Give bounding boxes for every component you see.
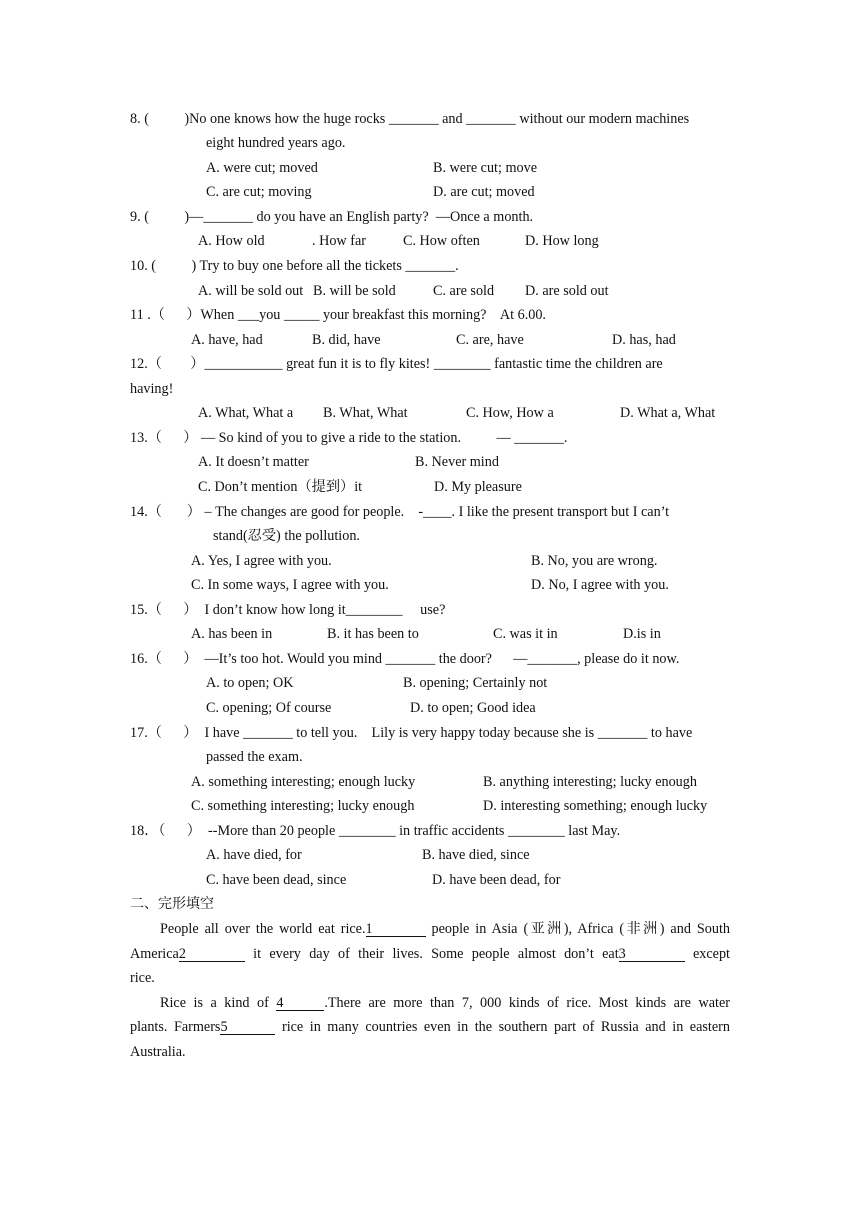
question-18-option-c: C. have been dead, since bbox=[206, 872, 347, 888]
question-10-option-c: C. are sold bbox=[433, 283, 495, 299]
question-13-option-d: D. My pleasure bbox=[434, 479, 522, 495]
passage-p2-line3: Australia. bbox=[130, 1044, 186, 1060]
question-15-option-b: B. it has been to bbox=[327, 626, 419, 642]
question-15-option-d: D.is in bbox=[623, 626, 661, 642]
question-17-option-a: A. something interesting; enough lucky bbox=[191, 774, 416, 790]
question-17-option-b: B. anything interesting; lucky enough bbox=[483, 774, 697, 790]
passage-p1-line2: America2 it every day of their lives. Some people almost don’t eat3 except bbox=[130, 946, 730, 962]
question-13-option-c: C. Don’t mention（提到）it bbox=[198, 479, 363, 495]
question-17-option-c: C. something interesting; lucky enough bbox=[191, 798, 415, 814]
question-16-option-d: D. to open; Good idea bbox=[410, 700, 536, 716]
question-16-option-a: A. to open; OK bbox=[206, 675, 294, 691]
cloze-blank-1[interactable]: 1 bbox=[366, 922, 426, 937]
question-18-option-b: B. have died, since bbox=[422, 847, 530, 863]
question-15-stem: 15.（ ） I don’t know how long it________ use? bbox=[130, 602, 446, 618]
passage-p1-line1: People all over the world eat rice.1 people in Asia (亚洲), Africa (非洲) and South bbox=[160, 921, 730, 937]
passage-p1-line3: rice. bbox=[130, 970, 155, 986]
question-13-option-a: A. It doesn’t matter bbox=[198, 454, 309, 470]
cloze-blank-4[interactable]: 4 bbox=[276, 996, 324, 1011]
question-14-option-c: C. In some ways, I agree with you. bbox=[191, 577, 389, 593]
question-17-stem-cont: passed the exam. bbox=[206, 749, 303, 765]
question-11-option-c: C. are, have bbox=[456, 332, 524, 348]
question-13-stem: 13.（ ） — So kind of you to give a ride to the station. — _______. bbox=[130, 430, 568, 446]
question-8-option-c: C. are cut; moving bbox=[206, 184, 312, 200]
question-13-option-b: B. Never mind bbox=[415, 454, 499, 470]
question-11-option-b: B. did, have bbox=[312, 332, 381, 348]
question-15-option-c: C. was it in bbox=[493, 626, 558, 642]
question-14-option-d: D. No, I agree with you. bbox=[531, 577, 669, 593]
question-10-stem: 10. ( ) Try to buy one before all the tickets _______. bbox=[130, 258, 459, 274]
question-8-option-a: A. were cut; moved bbox=[206, 160, 318, 176]
question-9-option-c: C. How often bbox=[403, 233, 480, 249]
question-15-option-a: A. has been in bbox=[191, 626, 273, 642]
question-12-option-d: D. What a, What bbox=[620, 405, 716, 421]
question-11-stem: 11 .（ ）When ___you _____ your breakfast this morning? At 6.00. bbox=[130, 307, 546, 323]
question-11-option-a: A. have, had bbox=[191, 332, 263, 348]
question-16-option-b: B. opening; Certainly not bbox=[403, 675, 548, 691]
cloze-blank-5[interactable]: 5 bbox=[220, 1020, 275, 1035]
question-16-stem: 16.（ ） —It’s too hot. Would you mind _______ the door? —_______, please do it now. bbox=[130, 651, 680, 667]
question-12-stem-cont: having! bbox=[130, 381, 174, 397]
question-17-option-d: D. interesting something; enough lucky bbox=[483, 798, 708, 814]
question-10-option-d: D. are sold out bbox=[525, 283, 609, 299]
question-17-stem: 17.（ ） I have _______ to tell you. Lily is very happy today because she is _______ to have bbox=[130, 725, 693, 741]
section-title-cloze: 二、完形填空 bbox=[130, 896, 214, 912]
question-10-option-a: A. will be sold out bbox=[198, 283, 304, 299]
question-18-option-a: A. have died, for bbox=[206, 847, 302, 863]
question-9-stem: 9. ( )—_______ do you have an English party? —Once a month. bbox=[130, 209, 534, 225]
question-9-option-a: A. How old bbox=[198, 233, 265, 249]
question-12-stem: 12.（ ）___________ great fun it is to fly kites! ________ fantastic time the children are bbox=[130, 356, 663, 372]
question-12-option-c: C. How, How a bbox=[466, 405, 554, 421]
question-12-option-a: A. What, What a bbox=[198, 405, 294, 421]
question-11-option-d: D. has, had bbox=[612, 332, 676, 348]
question-14-option-b: B. No, you are wrong. bbox=[531, 553, 658, 569]
question-14-stem-cont: stand(忍受) the pollution. bbox=[213, 528, 360, 544]
question-14-stem: 14.（ ） – The changes are good for people. -____. I like the present transport but I can’t bbox=[130, 504, 670, 520]
cloze-blank-3[interactable]: 3 bbox=[619, 947, 685, 962]
question-18-stem: 18．（ ） --More than 20 people ________ in traffic accidents ________ last May. bbox=[130, 823, 621, 839]
question-8-stem: 8. ( )No one knows how the huge rocks _______ and _______ without our modern machines bbox=[130, 111, 690, 127]
question-9-option-b: . How far bbox=[312, 233, 366, 249]
passage-p2-line1: Rice is a kind of 4 .There are more than 7, 000 kinds of rice. Most kinds are water bbox=[160, 995, 730, 1011]
question-18-option-d: D. have been dead, for bbox=[432, 872, 561, 888]
question-12-option-b: B. What, What bbox=[323, 405, 408, 421]
question-14-option-a: A. Yes, I agree with you. bbox=[191, 553, 332, 569]
question-8-option-d: D. are cut; moved bbox=[433, 184, 535, 200]
question-16-option-c: C. opening; Of course bbox=[206, 700, 332, 716]
cloze-blank-2[interactable]: 2 bbox=[179, 947, 245, 962]
question-9-option-d: D. How long bbox=[525, 233, 599, 249]
question-8-option-b: B. were cut; move bbox=[433, 160, 538, 176]
question-10-option-b: B. will be sold bbox=[313, 283, 396, 299]
question-8-stem-cont: eight hundred years ago. bbox=[206, 135, 346, 151]
passage-p2-line2: plants. Farmers5 rice in many countries even in the southern part of Russia and in eastern bbox=[130, 1019, 730, 1035]
